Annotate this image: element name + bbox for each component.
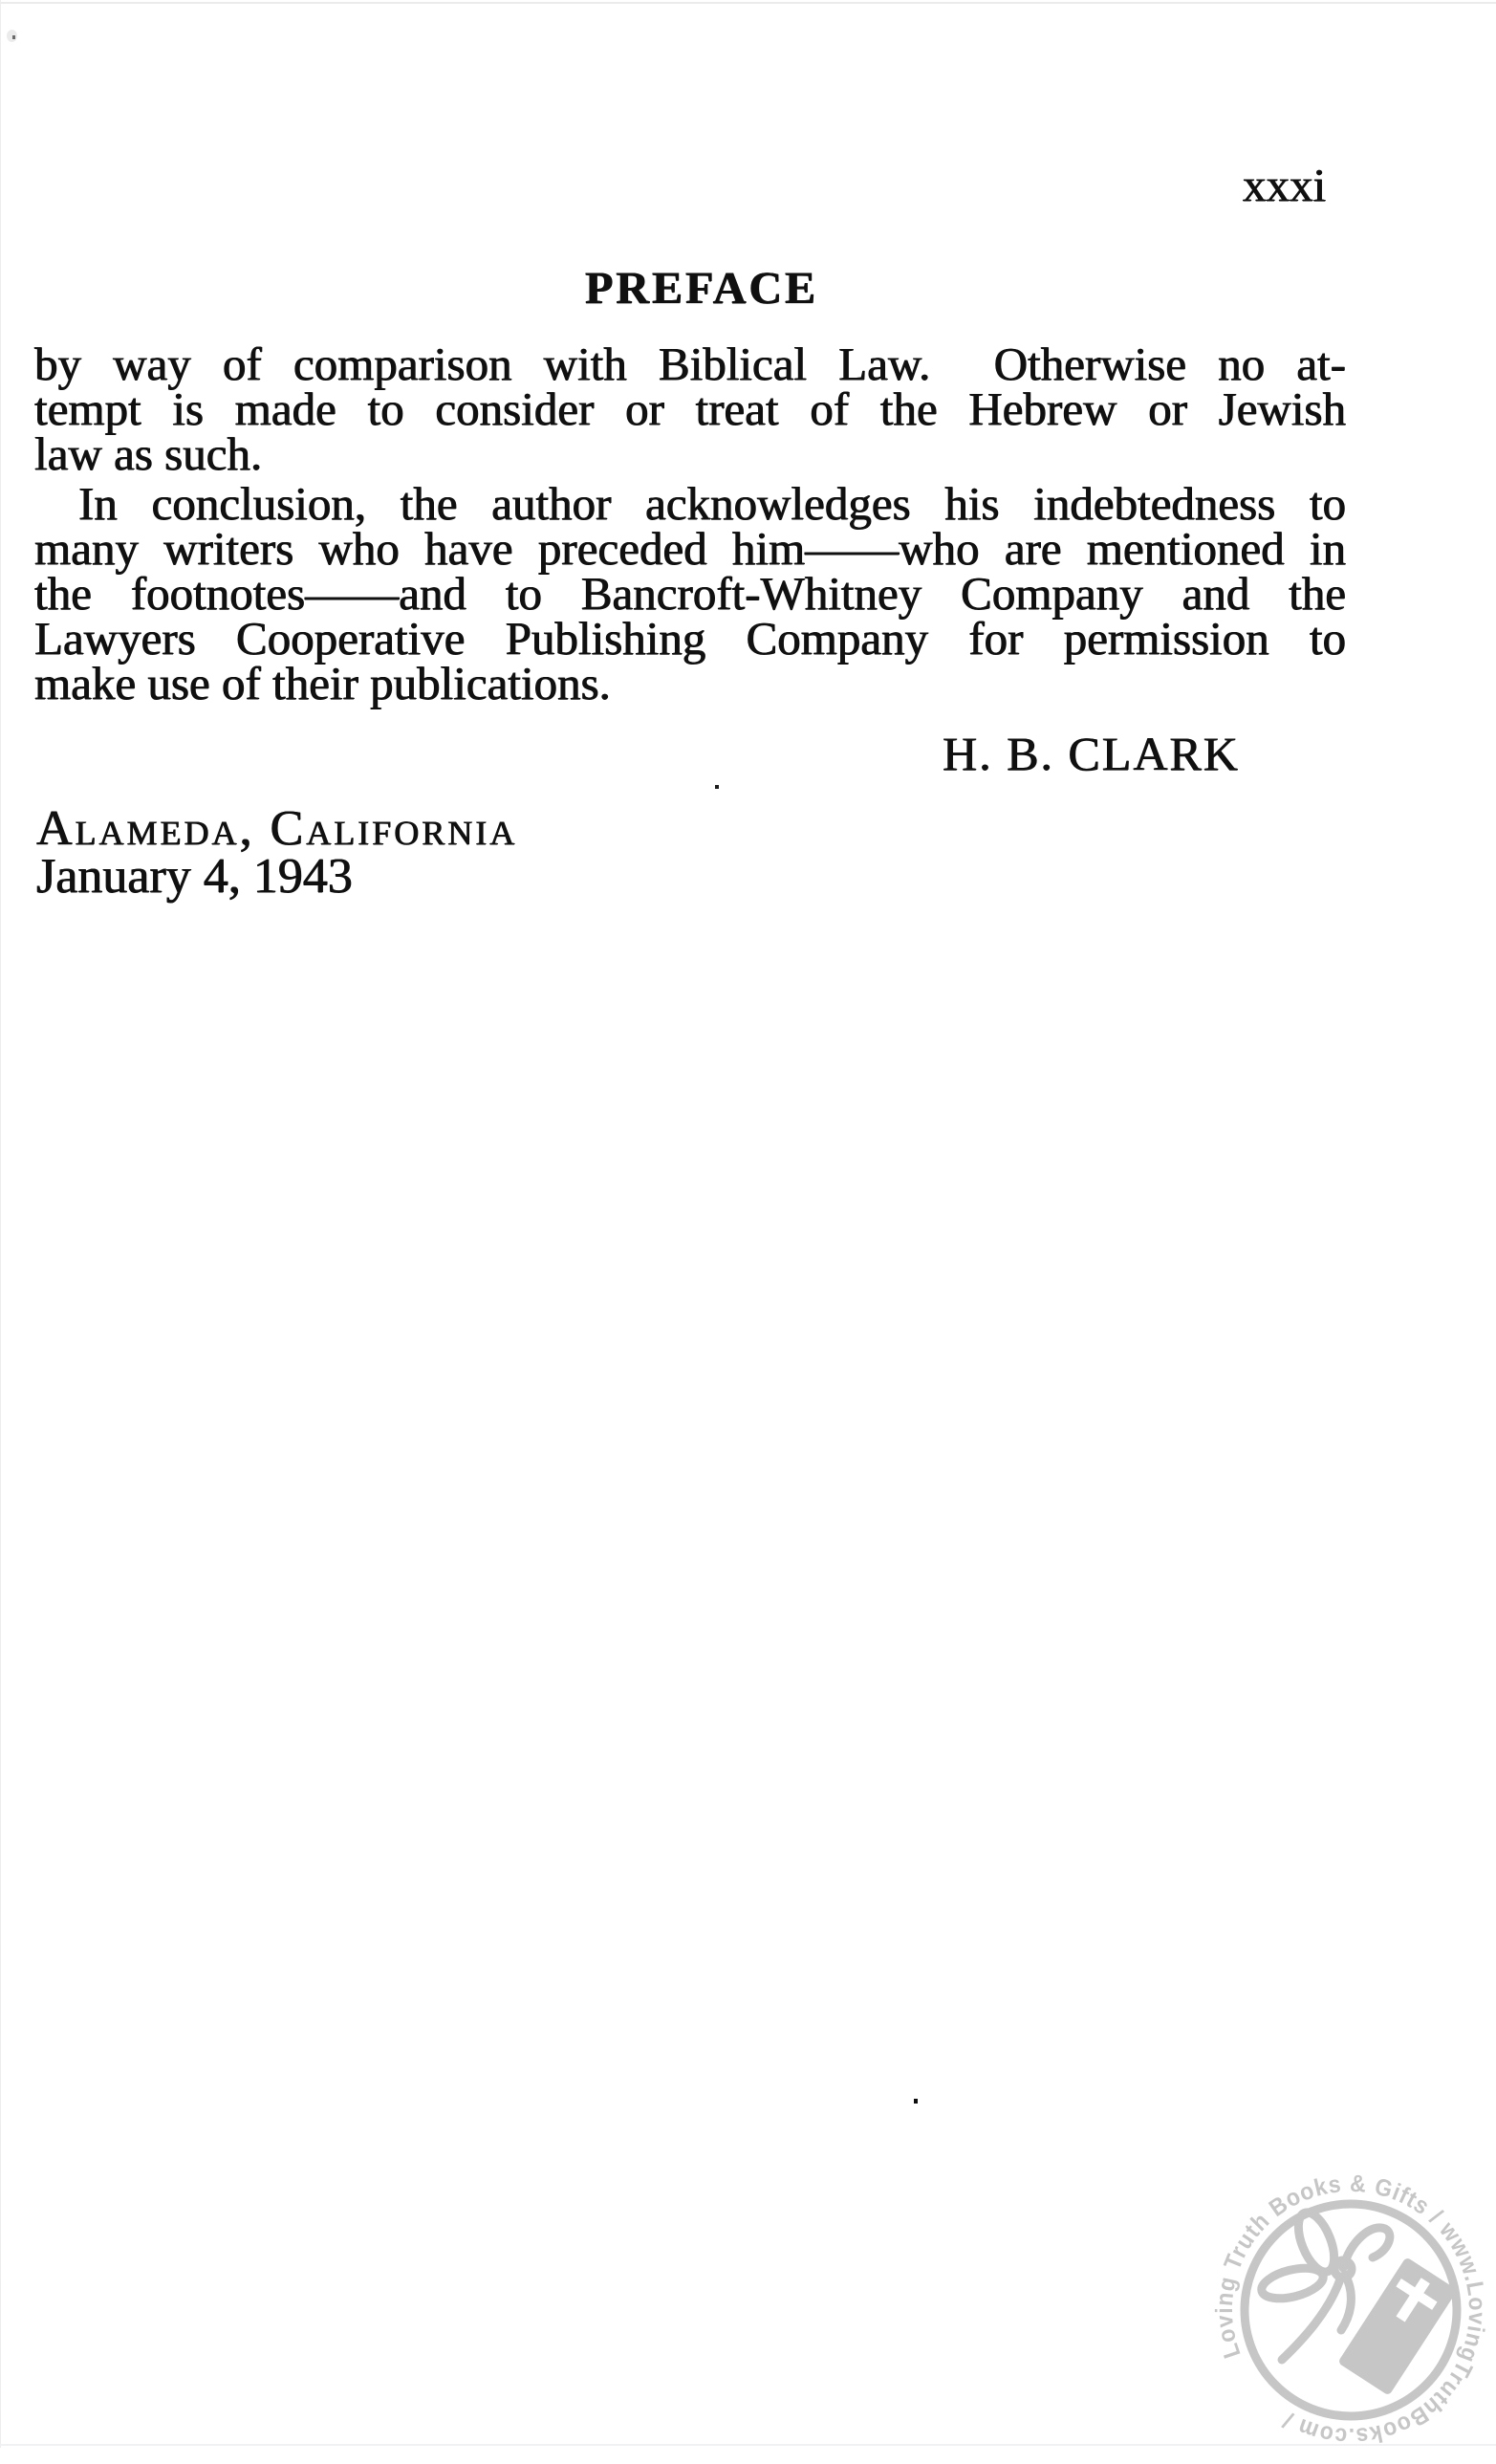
date-line: January 4, 1943 (36, 849, 353, 904)
page-number: xxxi (1243, 159, 1327, 211)
paragraph-line: law as such. (34, 427, 263, 480)
author-signature: H. B. CLARK (943, 727, 1240, 780)
paragraph-2 (34, 477, 1346, 709)
scan-artifact-blob-dot (12, 35, 15, 39)
watermark-stamp (1200, 2158, 1496, 2464)
paragraph-line: the footnotes——and to Bancroft-Whitney Company and the (34, 567, 1346, 620)
watermark-circular-text: Loving Truth Books & Gifts / www.LovingTruthBooks.com / (1210, 2170, 1491, 2451)
paragraph-line: tempt is made to consider or treat of the Hebrew or Jewish (34, 382, 1346, 435)
paragraph-1 (34, 338, 1346, 480)
scan-edge-top (0, 2, 1496, 4)
place-line: Alameda, California (36, 801, 518, 856)
scan-edge-left (0, 0, 1, 2448)
paragraph-line: by way of comparison with Biblical Law. Otherwise no at- (34, 338, 1346, 390)
scan-artifact-dot (914, 2099, 918, 2104)
paragraph-line: make use of their publications. (34, 657, 611, 709)
scan-artifact-speck (715, 785, 719, 789)
preface-heading: PREFACE (585, 263, 819, 314)
paragraph-line: Lawyers Cooperative Publishing Company for permission to (34, 612, 1346, 665)
paragraph-line: In conclusion, the author acknowledges his indebtedness to (78, 477, 1346, 530)
paragraph-line: many writers who have preceded him——who are mentioned in (34, 522, 1346, 575)
